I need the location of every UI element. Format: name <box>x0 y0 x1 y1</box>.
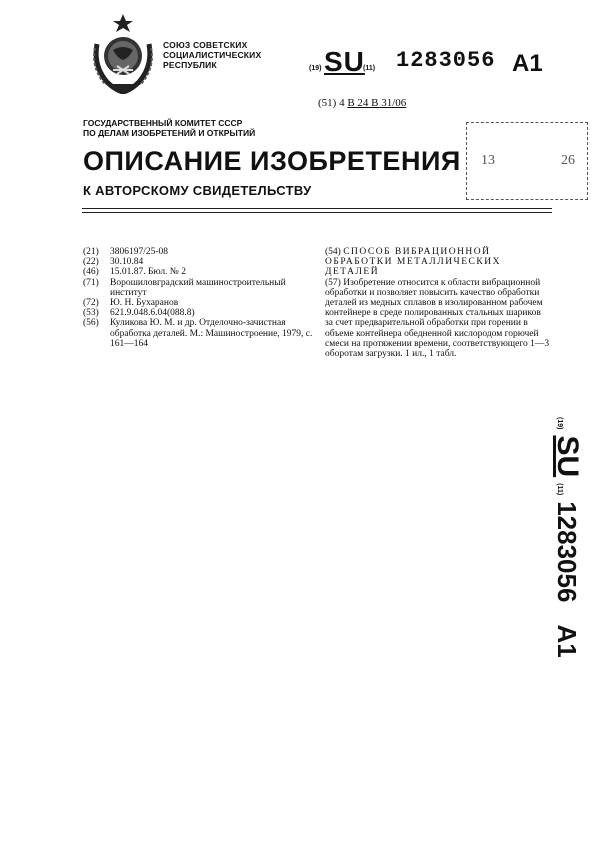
inid-code: (71) <box>83 277 99 288</box>
side-inid-19: (19) <box>556 417 563 430</box>
biblio-text: 15.01.87. Бюл. № 2 <box>110 267 186 278</box>
biblio-row <box>83 298 323 308</box>
inid-code: (72) <box>83 298 99 309</box>
biblio-row <box>83 247 323 257</box>
inid-code: (53) <box>83 308 99 319</box>
biblio-text: 30.10.84 <box>110 257 144 268</box>
biblio-row <box>83 267 323 277</box>
abstract-block <box>325 247 550 359</box>
invention-title-block <box>325 247 550 278</box>
country-code: SU <box>324 46 365 77</box>
ipc-code: В 24 В 31/06 <box>347 97 407 109</box>
side-inid-11: (11) <box>556 483 563 496</box>
abstract-text-block <box>325 278 550 360</box>
biblio-text: Куликова Ю. М. и др. Отделочно-зачистная обработка деталей. М.: Машиностроение, 1979, с. 161—164 <box>110 318 313 349</box>
invention-title: СПОСОБ ВИБРАЦИОННОЙ ОБРАБОТКИ МЕТАЛЛИЧЕСКИХ ДЕТАЛЕЙ <box>325 247 501 278</box>
biblio-text: Ю. Н. Бухаранов <box>110 298 179 309</box>
side-number: 1283056 <box>552 501 582 603</box>
biblio-text: 3806197/25-08 <box>110 247 169 257</box>
side-country-code: SU <box>551 435 584 478</box>
inid-54-label: (54) <box>325 247 341 257</box>
committee-name <box>83 118 255 138</box>
inid-11-label: (11) <box>363 65 376 72</box>
library-stamp <box>466 122 588 200</box>
abstract-text: Изобретение относится к области вибрационной обработки и позволяет повысить качество обработки деталей из медных сплавов в изолированном рабочем контейнере в среде полированных стальных шариков за счет предварительной обработки при горении в объеме контейнера обедненной кислородом горючей смеси на протяжении времени, соответствующего 1—3 оборотам загрузки. 1 ил., 1 табл. <box>325 277 550 360</box>
stamp-left: 13 <box>481 153 495 168</box>
inid-code: (21) <box>83 247 99 257</box>
divider-line <box>82 212 552 213</box>
ussr-line: СОЦИАЛИСТИЧЕСКИХ <box>163 50 262 60</box>
biblio-row <box>83 318 323 349</box>
biblio-row <box>83 308 323 318</box>
biblio-text: 621.9.048.6.04(088.8) <box>110 308 195 319</box>
inid-19-label: (19) <box>309 65 322 72</box>
inid-57-label: (57) <box>325 277 341 288</box>
divider-line <box>82 208 552 209</box>
ussr-line: РЕСПУБЛИК <box>163 60 217 70</box>
ussr-line: СОЮЗ СОВЕТСКИХ <box>163 40 248 50</box>
side-kind-code: A1 <box>552 624 582 658</box>
patent-number: 1283056 <box>396 48 496 73</box>
ussr-name <box>163 40 261 70</box>
committee-line: ПО ДЕЛАМ ИЗОБРЕТЕНИЙ И ОТКРЫТИЙ <box>83 128 256 138</box>
side-patent-number <box>550 417 584 658</box>
inid-code: (22) <box>83 257 99 268</box>
biblio-text: Ворошиловградский машиностроительный институт <box>110 277 286 298</box>
stamp-right: 26 <box>561 153 575 168</box>
state-emblem <box>83 10 163 94</box>
inid-code: (56) <box>83 318 99 329</box>
ipc-classification <box>318 97 406 109</box>
document-title: ОПИСАНИЕ ИЗОБРЕТЕНИЯ <box>83 146 461 176</box>
inid-code: (46) <box>83 267 99 278</box>
biblio-row <box>83 278 323 298</box>
committee-line: ГОСУДАРСТВЕННЫЙ КОМИТЕТ СССР <box>83 118 243 128</box>
inid-51-label: (51) 4 <box>318 97 345 109</box>
bibliographic-data <box>83 247 323 349</box>
biblio-row <box>83 257 323 267</box>
kind-code: A1 <box>512 50 543 77</box>
document-subtitle: К АВТОРСКОМУ СВИДЕТЕЛЬСТВУ <box>83 183 312 198</box>
